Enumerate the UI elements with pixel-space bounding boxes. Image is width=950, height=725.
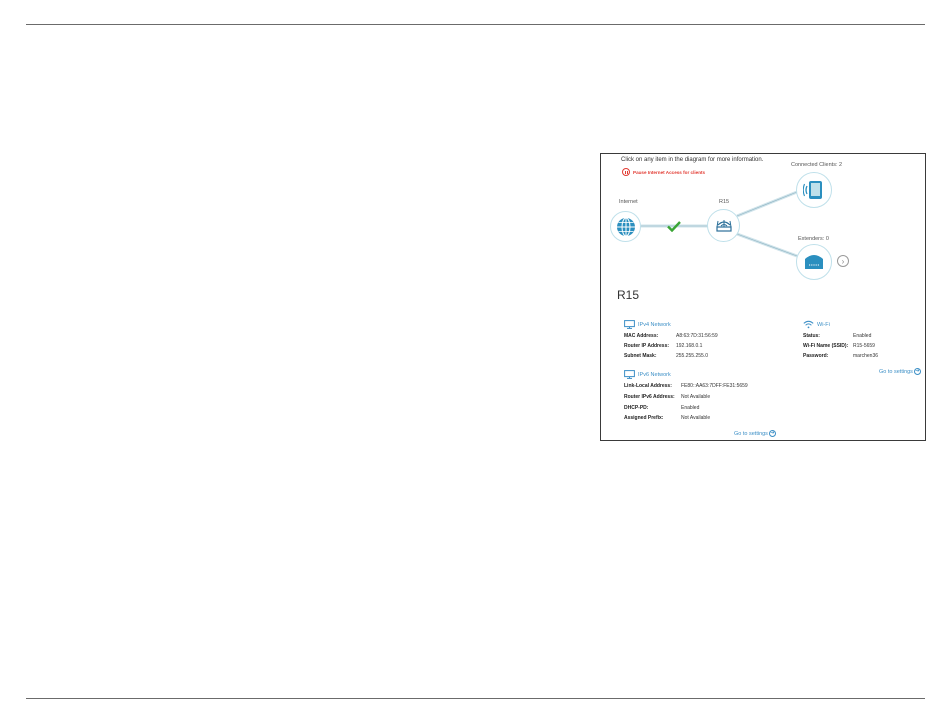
wifi-heading-label: Wi-Fi [817,321,830,328]
ipv6-row [624,383,672,389]
ipv6-key: Assigned Prefix: [624,415,664,421]
ipv6-dhcp-pd-value: Enabled [681,405,700,411]
wifi-status-value: Enabled [853,333,872,339]
wifi-ssid-value: R15-5659 [853,343,875,349]
arrow-right-circle-icon: ➔ [770,430,775,436]
ipv6-row [624,405,648,411]
ipv6-goto-settings-label: Go to settings [734,430,768,437]
device-title: R15 [617,288,640,302]
chevron-right-icon: › [841,256,845,266]
connected-check-icon [667,221,681,232]
wifi-row [803,343,848,349]
ipv4-subnet-value: 255.255.255.0 [676,353,708,359]
connected-clients-node[interactable] [796,172,832,208]
diagram-hint: Click on any item in the diagram for more information. [621,157,764,163]
wifi-key: Status: [803,333,820,339]
router-label: R15 [719,199,730,205]
ipv6-value [681,394,710,400]
ipv6-heading-label: IPv6 Network [638,371,671,378]
ipv6-row [624,394,675,400]
ipv6-row [624,415,663,421]
pause-internet-label: Pause Internet Access for clients [633,169,706,175]
ipv4-mac-value: A8:63:7D:31:56:59 [676,333,718,339]
ipv4-row [624,333,658,339]
extenders-node[interactable] [796,244,832,280]
globe-icon [616,217,636,237]
connected-clients-label: Connected Clients: 2 [791,162,843,168]
monitor-icon [624,370,635,379]
ipv4-key: Router IP Address: [624,343,670,349]
ipv4-row [624,343,669,349]
extender-icon [803,253,825,271]
ipv6-key: Link-Local Address: [624,383,672,389]
ipv6-value [681,405,699,411]
ipv6-section-heading [624,370,671,379]
ipv6-router-value: Not Available [681,394,711,400]
bottom-divider [26,698,925,699]
network-map-panel [600,153,926,441]
extenders-label: Extenders: 0 [798,236,829,242]
internet-label: Internet [619,199,638,205]
ipv6-key: DHCP-PD: [624,405,649,411]
ipv4-heading-label: IPv4 Network [638,321,671,328]
router-icon [714,218,734,234]
wifi-icon [803,320,814,329]
wifi-row [803,353,828,359]
ipv6-goto-settings-link[interactable] [734,430,776,437]
ipv4-key: MAC Address: [624,333,659,339]
client-device-icon [803,179,825,201]
ipv4-value [676,353,708,359]
ipv4-row [624,353,657,359]
router-node[interactable] [707,209,740,242]
wifi-value [853,353,878,359]
wifi-goto-settings-label: Go to settings [879,368,913,375]
top-divider [26,24,925,25]
wifi-key: Wi-Fi Name (SSID): [803,343,849,349]
wifi-row [803,333,820,339]
wifi-key: Password: [803,353,829,359]
wifi-value [853,333,871,339]
ipv6-value [681,383,748,389]
ipv4-value [676,343,702,349]
arrow-right-circle-icon: ➔ [915,368,920,374]
wifi-password-value: marchen36 [853,353,879,359]
ipv4-key: Subnet Mask: [624,353,657,359]
internet-node[interactable] [610,211,641,242]
ipv4-value [676,333,718,339]
ipv6-link-local-value: FE80::AA63:7DFF:FE31:5659 [681,383,748,389]
wifi-goto-settings-link[interactable] [879,368,921,375]
ipv4-section-heading [624,320,671,329]
monitor-icon [624,320,635,329]
ipv6-key: Router IPv6 Address: [624,394,675,400]
wifi-section-heading [803,320,830,329]
ipv4-router-ip-value: 192.168.0.1 [676,343,703,349]
ipv6-value [681,415,710,421]
wifi-value [853,343,875,349]
next-arrow-button[interactable] [837,255,849,267]
ipv6-prefix-value: Not Available [681,415,711,421]
